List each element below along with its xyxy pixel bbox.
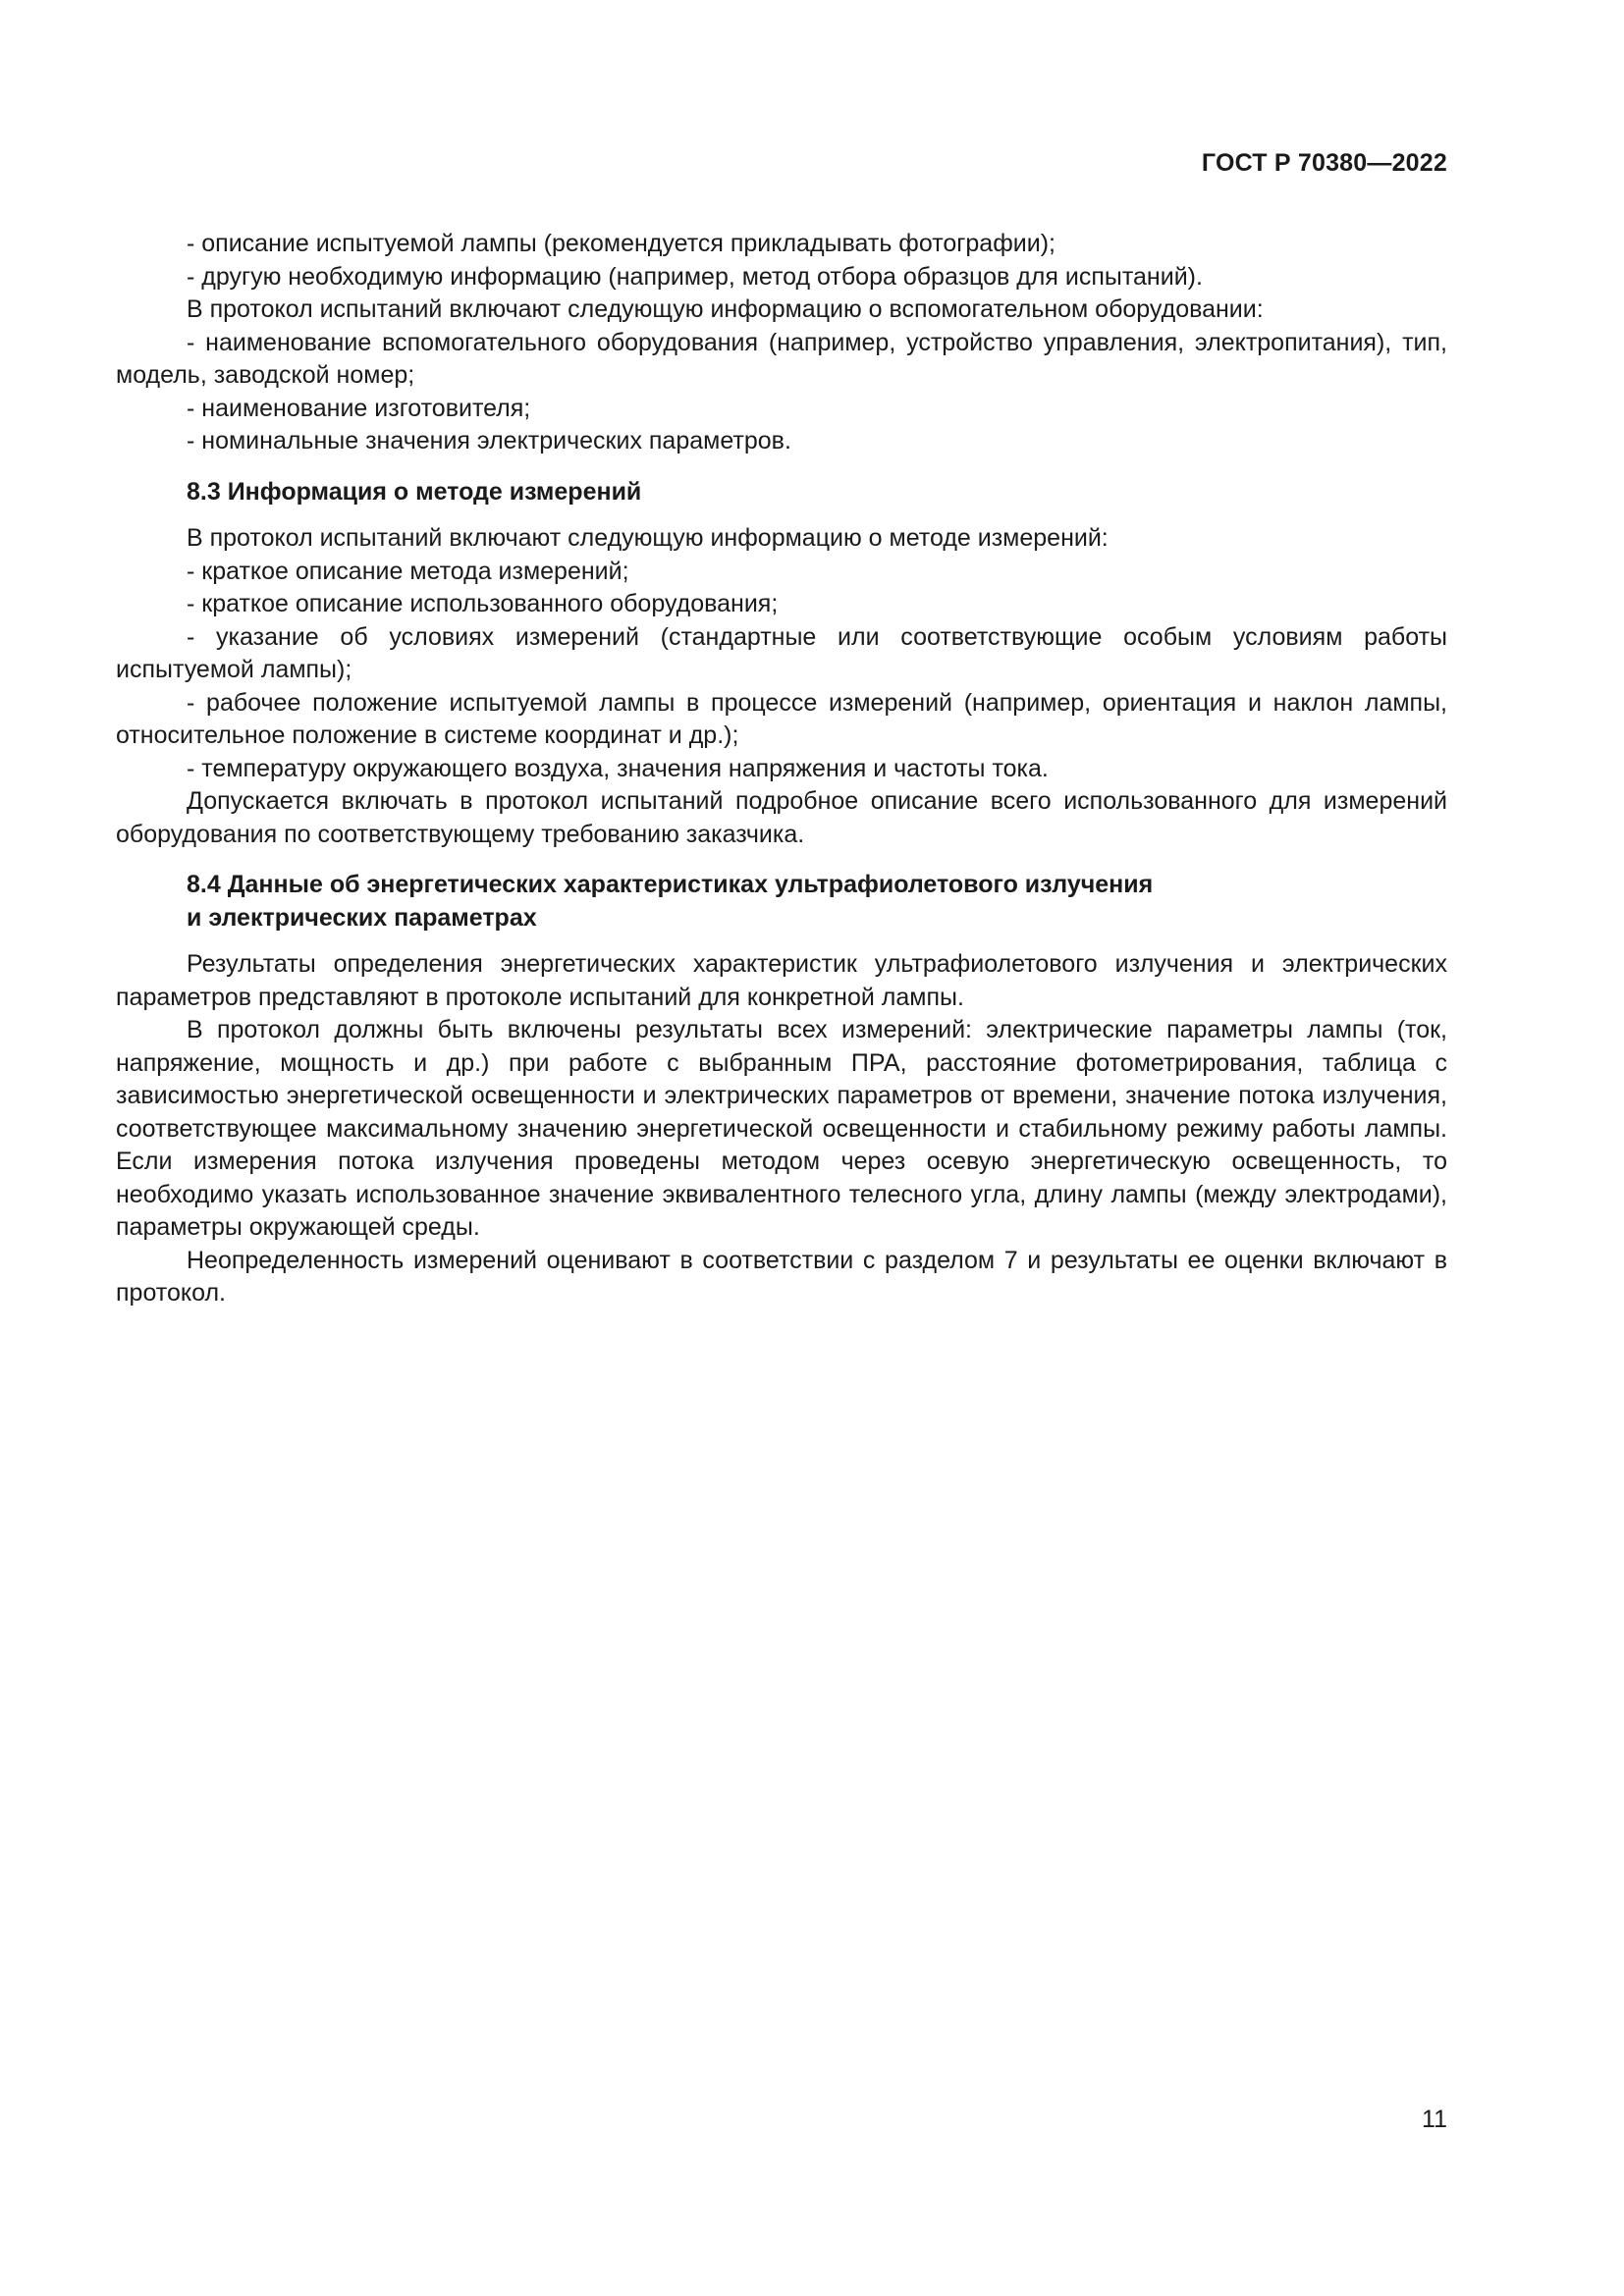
list-item: - наименование вспомогательного оборудования (например, устройство управления, электропитания), тип, модель, заводской номер;	[116, 328, 1447, 389]
paragraph: В протокол должны быть включены результаты всех измерений: электрические параметры лампы (ток, напряжение, мощность и др.) при работе с выбранным ПРА, расстояние фотометрирования, таблица с зависимостью энергетической освещенности и электрических параметров от времени, значение потока излучения, соответствующее максимальному значению энергетической освещенности и стабильному режиму работы лампы. Если измерения потока излучения проведены методом через осевую энергетическую освещенность, то необходимо указать использованное значение эквивалентного телесного угла, длину лампы (между электродами), параметры окружающей среды.	[116, 1016, 1447, 1241]
page-number: 11	[1422, 2106, 1447, 2133]
paragraph: Неопределенность измерений оценивают в соответствии с разделом 7 и результаты ее оценки включают в протокол.	[116, 1246, 1447, 1307]
document-body	[116, 228, 1447, 1310]
list-item: - описание испытуемой лампы (рекомендуется прикладывать фотографии);	[187, 230, 1056, 257]
section-heading-8-4	[116, 869, 1447, 934]
section-heading-line-2: и электрических параметрах	[187, 903, 537, 932]
list-item: - номинальные значения электрических параметров.	[187, 427, 791, 454]
list-item: - рабочее положение испытуемой лампы в процессе измерений (например, ориентация и наклон лампы, относительное положение в системе координат и др.);	[116, 688, 1447, 749]
list-item: - краткое описание метода измерений;	[187, 557, 629, 585]
paragraph: Допускается включать в протокол испытаний подробное описание всего использованного для измерений оборудования по соответствующему требованию заказчика.	[116, 787, 1447, 848]
list-item: - другую необходимую информацию (например, метод отбора образцов для испытаний).	[187, 262, 1203, 291]
section-heading-line-1: 8.4 Данные об энергетических характеристиках ультрафиолетового излучения	[187, 871, 1154, 898]
paragraph: В протокол испытаний включают следующую информацию о методе измерений:	[187, 524, 1109, 552]
paragraph: В протокол испытаний включают следующую информацию о вспомогательном оборудовании:	[187, 295, 1264, 323]
list-item: - краткое описание использованного оборудования;	[187, 590, 779, 617]
paragraph: Результаты определения энергетических характеристик ультрафиолетового излучения и электрических параметров представляют в протоколе испытаний для конкретной лампы.	[116, 950, 1447, 1011]
document-id-header: ГОСТ Р 70380—2022	[1201, 149, 1447, 177]
list-item: - указание об условиях измерений (стандартные или соответствующие особым условиям работы испытуемой лампы);	[116, 622, 1447, 683]
section-heading-8-3: 8.3 Информация о методе измерений	[187, 477, 642, 506]
list-item: - наименование изготовителя;	[187, 394, 531, 422]
list-item: - температуру окружающего воздуха, значения напряжения и частоты тока.	[187, 754, 1049, 782]
